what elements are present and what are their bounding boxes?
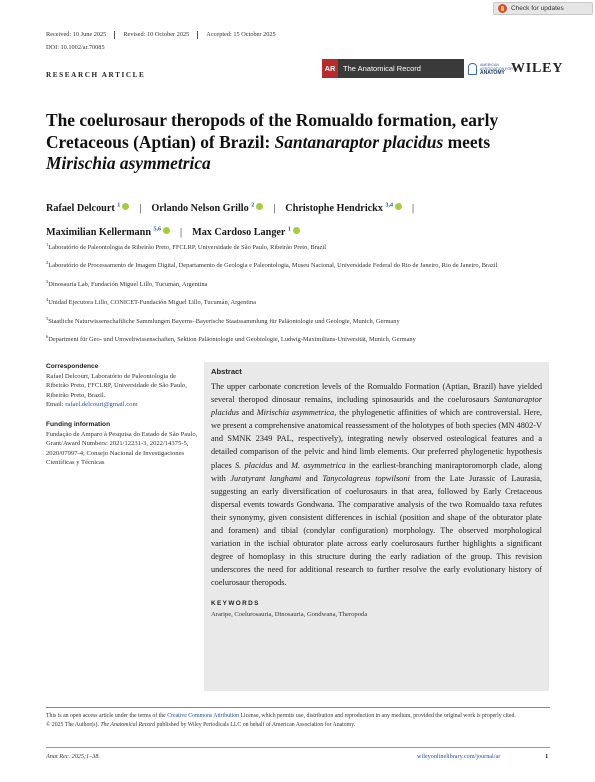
affiliation: $^4$Unidad Ejecutora Lillo, CONICET-Fundación Miguel Lillo, Tucumán, Argentina xyxy=(46,297,256,307)
author[interactable]: Orlando Nelson Grillo $^2$ xyxy=(151,203,255,215)
association-text: AMERICAN ASSOCIATION FOR ANATOMY xyxy=(480,62,513,77)
article-type: RESEARCH ARTICLE xyxy=(46,71,146,79)
abstract-heading: Abstract xyxy=(211,367,242,376)
cc-license-link[interactable]: Creative Commons Attribution xyxy=(167,713,240,719)
correspondence-body: Rafael Delcourt, Laboratório de Paleontologia de Ribeirão Preto, FFCLRP, Universidade de São Paulo, Ribeirão Preto, Brazil. xyxy=(46,373,187,399)
affiliation: $^1$Laboratório de Paleontologia de Ribeirão Preto, FFCLRP, Universidade de São Paulo, Ribeirão Preto, Brazil xyxy=(46,242,327,252)
license-divider xyxy=(46,707,550,708)
abstract-text: The upper carbonate concretion levels of the Romualdo Formation (Aptian, Brazil) have yielded several theropod dinosaur remains, including spinosaurids and the coelurosaurs Santanaraptor placidus and Mirischia asymmetrica, the phylogenetic affinities of which are controversial. Here, we present a comprehensive anatomical reassessment of the holotypes of both species (MN 4802-V and SMNK 2349 PAL, respectively), integrating newly observed osteological features and a detailed comparison of the pelvic and hind limb elements. Our preferred phylogenetic hypothesis places S. placidus and M. asymmetrica in the earliest-branching maniraptoromorph clade, along with Juratyrant langhami and Tanycolagreus topwilsoni from the Late Jurassic of Laurasia, suggesting an early diversification of coelurosaurs in that area, followed by Early Cretaceous dispersal events towards Gondwana. The comparative analysis of the two Romualdo taxa refutes their synonymy, given consistent differences in ischial (position and shape of the obturator plate and foramen) and tibial (condylar configuration) morphology. The observed morphological variation in the ischial obturator plate across early coelurosaurs further highlights a significant degree of homoplasy in this structure during the early radiation of the group. This revision underscores the need for additional research to further resolve the early evolutionary history of coelurosaur theropods. xyxy=(211,382,542,588)
revised-date: Revised: 10 October 2025 xyxy=(114,31,197,39)
affiliations xyxy=(46,240,560,351)
author[interactable]: Max Cardoso Langer $^1$ xyxy=(192,226,291,238)
author[interactable]: Maximilian Kellermann $^{5,6}$ xyxy=(46,226,162,238)
keywords-heading: KEYWORDS xyxy=(211,599,260,607)
association-icon xyxy=(468,63,477,75)
accepted-date: Accepted: 15 October 2025 xyxy=(197,31,283,39)
received-date: Received: 10 June 2025 xyxy=(46,31,107,38)
journal-logo-mark: AR xyxy=(322,59,338,78)
journal-badge[interactable] xyxy=(322,59,464,78)
orcid-icon[interactable] xyxy=(163,227,170,234)
correspondence-email: Email: rafael.delcourt@gmail.com xyxy=(46,400,138,408)
funding-body: Fundação de Amparo à Pesquisa do Estado de São Paulo, Grant/Award Numbers: 2021/12231-3, 2022/14375-5, 2020/07997-4; Consejo Nacional de Investigaciones Científicas y Técnicas xyxy=(46,431,198,466)
affiliation: $^2$Laboratório de Processamento de Imagem Digital, Departamento de Geologia e Paleontologia, Museu Nacional, Universidade Federal do Rio de Janeiro, Rio de Janeiro, Brazil xyxy=(46,260,498,270)
article-dates xyxy=(46,31,284,39)
check-for-updates-button[interactable] xyxy=(493,2,593,15)
doi: DOI: 10.1002/ar.70085 xyxy=(46,44,105,51)
journal-name: The Anatomical Record xyxy=(343,64,421,73)
article-sidebar xyxy=(46,362,198,467)
correspondence-heading: Correspondence xyxy=(46,363,99,370)
affiliation: $^5$Staatliche Naturwissenschaftliche Sammlungen Bayerns–Bayerische Staatssammlung für Paläontologie und Geologie, Munich, Germany xyxy=(46,315,400,325)
author[interactable]: Rafael Delcourt $^1$ xyxy=(46,203,121,215)
publisher-logo: WILEY xyxy=(511,61,564,76)
funding-heading: Funding information xyxy=(46,421,111,429)
page-number: 1 xyxy=(545,753,549,760)
association-logo xyxy=(468,61,516,77)
email-link[interactable]: rafael.delcourt@gmail.com xyxy=(65,400,138,408)
crossmark-icon xyxy=(498,4,507,13)
affiliation: $^6$Department für Geo- und Umweltwissenschaften, Sektion Paläontologie und Geobiologie, Ludwig-Maximilians-Universität, Munich, Germany xyxy=(46,334,416,344)
article-title: The coelurosaur theropods of the Romualdo formation, early Cretaceous (Aptian) of Brazil: Santanaraptor placidus meets Mirischia asymmetrica xyxy=(46,110,499,173)
license-notice: This is an open access article under the terms of the Creative Commons Attribution License, which permits use, distribution and reproduction in any medium, provided the original work is properly cited. © 2025 The Author(s). The Anatomical Record published by Wiley Periodicals LLC on behalf of American Association for Anatomy. xyxy=(46,713,516,728)
check-updates-label: Check for updates xyxy=(511,5,564,12)
author-list: Rafael Delcourt $^1$ | Orlando Nelson Grillo $^2$ | Christophe Hendrickx $^{3,4}$ | Maximilian Kellermann $^{5,6}$ | Max Cardoso Langer $^1$ xyxy=(46,203,415,238)
orcid-icon[interactable] xyxy=(293,227,300,234)
abstract-box xyxy=(204,362,549,691)
keywords-text: Araripe, Coelurosauria, Dinosauria, Gondwana, Theropoda xyxy=(211,610,368,618)
footer-divider xyxy=(46,747,550,748)
author[interactable]: Christophe Hendrickx $^{3,4}$ xyxy=(285,203,393,215)
orcid-icon[interactable] xyxy=(395,203,402,210)
affiliation: $^3$Dinosauria Lab, Fundación Miguel Lillo, Tucumán, Argentina xyxy=(46,278,208,288)
journal-url-link[interactable]: wileyonlinelibrary.com/journal/ar xyxy=(417,753,501,760)
footer-citation: Anat Rec. 2025;1–38. xyxy=(46,753,100,760)
